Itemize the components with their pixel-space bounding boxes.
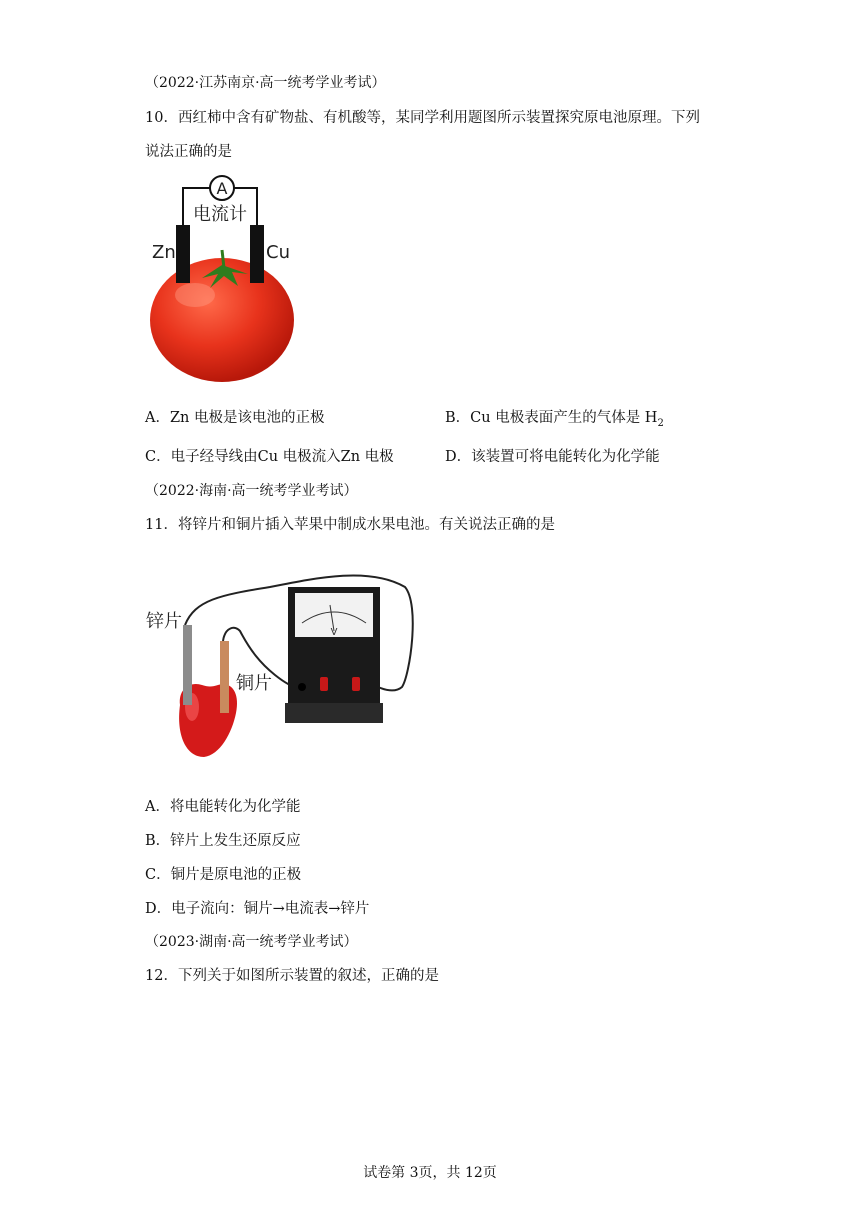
- q10-option-b-text: B．Cu 电极表面产生的气体是 H: [445, 410, 658, 426]
- q11-option-d[interactable]: D．电子流向：铜片→电流表→锌片: [145, 901, 370, 917]
- q11-option-b[interactable]: B．锌片上发生还原反应: [145, 833, 301, 849]
- q11-stem: 11．将锌片和铜片插入苹果中制成水果电池。有关说法正确的是: [145, 517, 555, 533]
- zinc-label: 锌片: [146, 611, 182, 632]
- q12-source: （2023·湖南·高一统考学业考试）: [145, 934, 358, 950]
- copper-label: 铜片: [236, 673, 272, 694]
- q10-option-c[interactable]: C．电子经导线由Cu 电极流入Zn 电极: [145, 449, 394, 465]
- copper-electrode: [220, 641, 229, 713]
- ammeter-label: 电流计: [193, 204, 247, 225]
- q10-option-b-subscript: 2: [657, 417, 664, 429]
- zn-label: Zn: [152, 242, 176, 263]
- q12-stem: 12．下列关于如图所示装置的叙述，正确的是: [145, 968, 439, 984]
- q10-option-b[interactable]: [445, 406, 664, 429]
- q11-option-c[interactable]: C．铜片是原电池的正极: [145, 867, 302, 883]
- q10-stem-line2: 说法正确的是: [145, 144, 232, 160]
- q10-option-d[interactable]: D．该装置可将电能转化为化学能: [445, 449, 660, 465]
- voltmeter-symbol: V: [330, 627, 338, 638]
- page-footer: 试卷第 3页，共 12页: [363, 1165, 497, 1181]
- zinc-electrode: [183, 625, 192, 705]
- apple-battery-figure: [140, 565, 420, 769]
- cu-label: Cu: [266, 242, 290, 263]
- q11-source: （2022·海南·高一统考学业考试）: [145, 483, 358, 499]
- terminal-red-right: [352, 677, 360, 691]
- q10-option-a[interactable]: A．Zn 电极是该电池的正极: [145, 410, 325, 426]
- ammeter-symbol: A: [216, 179, 228, 198]
- zn-electrode: [176, 225, 190, 283]
- tomato-battery-figure: [140, 170, 310, 389]
- q10-stem-line1: 10．西红柿中含有矿物盐、有机酸等，某同学利用题图所示装置探究原电池原理。下列: [145, 110, 700, 126]
- q10-source: （2022·江苏南京·高一统考学业考试）: [145, 75, 386, 91]
- q11-option-a[interactable]: A．将电能转化为化学能: [145, 799, 301, 815]
- cu-electrode: [250, 225, 264, 283]
- terminal-red-left: [320, 677, 328, 691]
